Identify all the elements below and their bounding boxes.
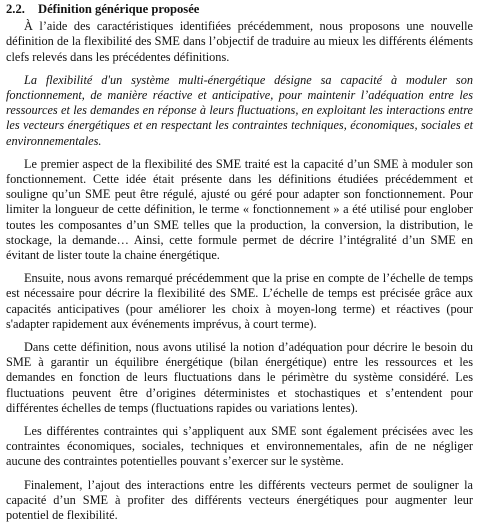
paragraph-definition: La flexibilité d'un système multi-énergétique désigne sa capacité à moduler son fonctionnement, de manière réactive et anticipative, pour maintenir l’adéquation entre les ressources et les demandes en réponse à leurs fluctuations, en exploitant les interactions entre les vecteurs énergétiques et en respectant les contraintes techniques, économiques, sociales et environnementales. [6, 72, 473, 148]
paragraph-intro: À l’aide des caractéristiques identifiées précédemment, nous proposons une nouvelle définition de la flexibilité des SME dans l’objectif de traduire au mieux les différents éléments clefs relevés dans les précédentes définitions. [6, 19, 473, 64]
section-heading [6, 2, 473, 17]
document-page [6, 2, 473, 531]
paragraph-constraints: Les différentes contraintes qui s’appliquent aux SME sont également précisées avec les contraintes économiques, sociales, techniques et environnementales, afin de ne négliger aucune des contraintes potentielles pouvant s’exercer sur le système. [6, 424, 473, 469]
paragraph-time-scale: Ensuite, nous avons remarqué précédemment que la prise en compte de l’échelle de temps est nécessaire pour décrire la flexibilité des SME. L’échelle de temps est précisée grâce aux capacités anticipatives (pour améliorer les choix à moyen-long terme) et réactives (pour s'adapter rapidement aux événements imprévus, à court terme). [6, 271, 473, 331]
paragraph-adequacy: Dans cette définition, nous avons utilisé la notion d’adéquation pour décrire le besoin du SME à garantir un équilibre énergétique (bilan énergétique) entre les ressources et les demandes en fonction de leurs fluctuations dans le périmètre du système considéré. Les fluctuations peuvent être d’origines déterministes et stochastiques et s’entendent pour différentes échelles de temps (fluctuations rapides ou variations lentes). [6, 340, 473, 415]
section-title: Définition générique proposée [38, 2, 200, 16]
paragraph-modulation: Le premier aspect de la flexibilité des SME traité est la capacité d’un SME à moduler son fonctionnement. Cette idée était présente dans les définitions étudiées précédemment et souligne qu’un SME peut être régulé, ajusté ou géré pour adapter son fonctionnement. Pour limiter la longueur de cette définition, le terme « fonctionnement » a été utilisé pour englober toutes les composantes d’un SME telles que la production, la conversion, la distribution, le stockage, la demande… Ainsi, cette formule permet de décrire l’intégralité d’un SME en évitant de lister toute la chaine énergétique. [6, 156, 473, 263]
paragraph-interactions: Finalement, l’ajout des interactions entre les différents vecteurs permet de souligner la capacité d’un SME à profiter des différents vecteurs énergétiques pour augmenter leur potentiel de flexibilité. [6, 477, 473, 523]
section-number: 2.2. [6, 2, 25, 16]
